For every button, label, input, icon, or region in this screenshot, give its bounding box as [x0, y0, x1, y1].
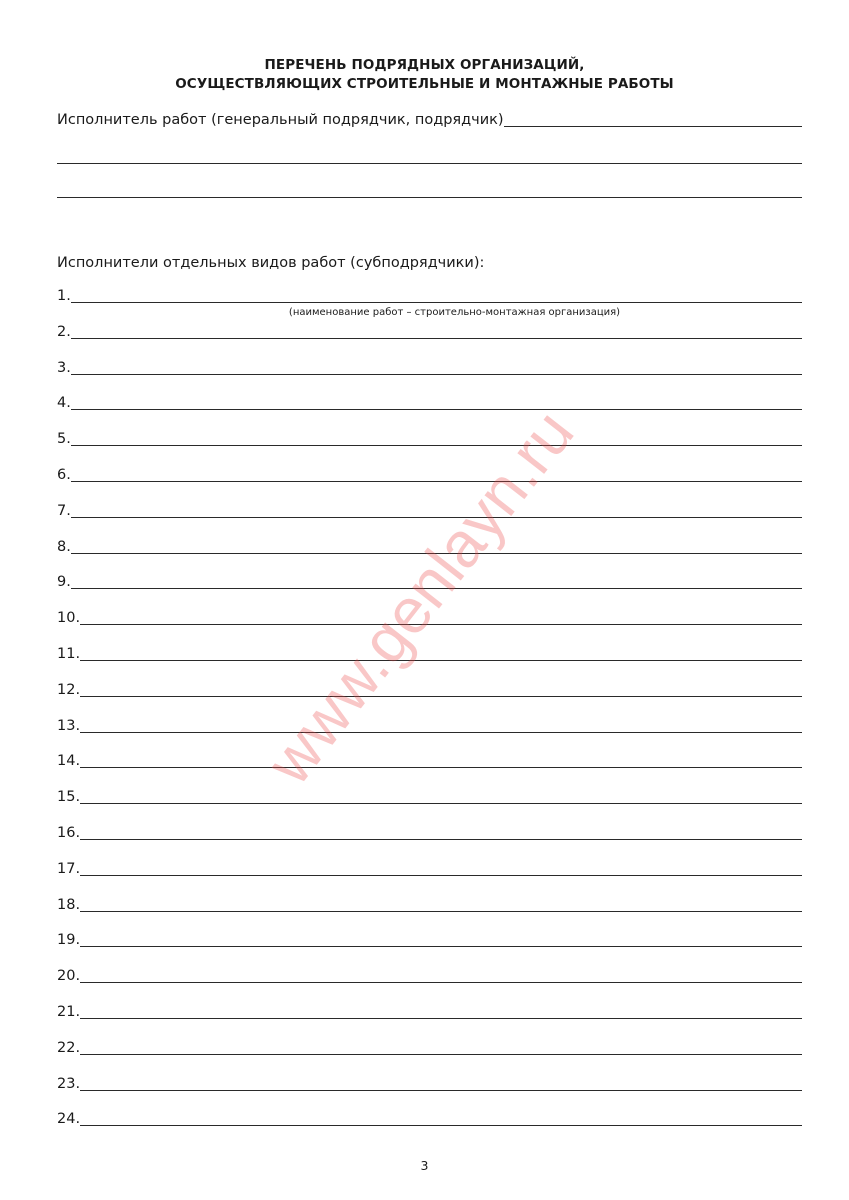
entry-number: 12. — [57, 681, 81, 698]
entry-blank-line[interactable] — [80, 1110, 802, 1126]
entry-blank-line[interactable] — [71, 538, 802, 554]
subcontractor-entry[interactable] — [57, 609, 802, 628]
entry-blank-line[interactable] — [71, 394, 802, 410]
subcontractor-entry[interactable] — [57, 1003, 802, 1022]
entry-number: 6. — [57, 467, 71, 483]
entry-number: 16. — [57, 825, 81, 841]
entry-blank-line[interactable] — [80, 1003, 802, 1019]
subcontractors-heading: Исполнители отдельных видов работ (субподрядчики): — [57, 255, 485, 271]
entry-blank-line[interactable] — [80, 681, 802, 697]
entry-blank-line[interactable] — [80, 717, 802, 733]
entry-number: 17. — [57, 860, 81, 877]
entry-blank-line[interactable] — [80, 1075, 802, 1091]
entry-number: 18. — [57, 896, 81, 913]
subcontractor-entry[interactable] — [57, 1075, 802, 1094]
entry-number: 9. — [57, 574, 71, 591]
subcontractor-entry[interactable] — [57, 752, 802, 771]
subcontractor-entry[interactable] — [57, 538, 802, 557]
contractor-blank-line-3[interactable] — [57, 197, 802, 198]
entry-blank-line[interactable] — [80, 860, 802, 876]
page-title — [0, 56, 849, 94]
entry-number: 13. — [57, 717, 81, 734]
entry-blank-line[interactable] — [80, 1039, 802, 1055]
subcontractor-entry[interactable] — [57, 1110, 802, 1129]
watermark: www.genlayn.ru — [252, 396, 588, 798]
subcontractor-entry[interactable] — [57, 466, 802, 485]
entry-blank-line[interactable] — [71, 430, 802, 446]
subcontractor-entry[interactable] — [57, 287, 802, 306]
entry-blank-line[interactable] — [80, 824, 802, 840]
subcontractor-entry[interactable] — [57, 896, 802, 915]
entry-number: 2. — [57, 323, 71, 340]
contractor-blank-line-2[interactable] — [57, 163, 802, 164]
entry-blank-line[interactable] — [71, 502, 802, 518]
subcontractor-entry[interactable] — [57, 717, 802, 736]
contractor-field[interactable] — [57, 111, 802, 130]
entry-hint: (наименование работ – строительно-монтажная организация) — [288, 307, 621, 318]
contractor-label: Исполнитель работ (генеральный подрядчик, подрядчик) — [57, 112, 504, 128]
subcontractor-entry[interactable] — [57, 359, 802, 378]
entry-blank-line[interactable] — [80, 967, 802, 983]
entry-number: 14. — [57, 753, 81, 770]
entry-number: 23. — [57, 1075, 81, 1092]
entry-number: 21. — [57, 1004, 81, 1020]
subcontractor-entry[interactable] — [57, 860, 802, 879]
entry-blank-line[interactable] — [80, 896, 802, 912]
entry-blank-line[interactable] — [80, 788, 802, 804]
entry-number: 19. — [57, 932, 81, 949]
subcontractor-entry[interactable] — [57, 645, 802, 664]
entry-number: 24. — [57, 1111, 81, 1128]
entry-blank-line[interactable] — [71, 323, 802, 339]
subcontractor-entry[interactable] — [57, 788, 802, 807]
entry-number: 15. — [57, 789, 81, 806]
subcontractor-entry[interactable] — [57, 967, 802, 986]
subcontractor-entry[interactable] — [57, 394, 802, 413]
entry-number: 20. — [57, 968, 81, 985]
subcontractor-entry[interactable] — [57, 323, 802, 342]
entry-number: 8. — [57, 538, 71, 555]
subcontractor-entry[interactable] — [57, 573, 802, 592]
subcontractor-entry[interactable] — [57, 824, 802, 843]
entry-blank-line[interactable] — [71, 466, 802, 482]
entry-blank-line[interactable] — [71, 573, 802, 589]
subcontractor-entry[interactable] — [57, 1039, 802, 1058]
entry-number: 3. — [57, 359, 71, 376]
subcontractor-entry[interactable] — [57, 681, 802, 700]
entry-number: 7. — [57, 502, 71, 519]
subcontractor-entry[interactable] — [57, 931, 802, 950]
entry-number: 10. — [57, 610, 81, 627]
entry-blank-line[interactable] — [80, 931, 802, 947]
entry-blank-line[interactable] — [80, 645, 802, 661]
title-line-2: ОСУЩЕСТВЛЯЮЩИХ СТРОИТЕЛЬНЫЕ И МОНТАЖНЫЕ РАБОТЫ — [175, 76, 674, 92]
entry-blank-line[interactable] — [71, 359, 802, 375]
entry-blank-line[interactable] — [80, 752, 802, 768]
entry-number: 11. — [57, 646, 81, 662]
entry-number: 4. — [57, 395, 71, 412]
title-line-1: ПЕРЕЧЕНЬ ПОДРЯДНЫХ ОРГАНИЗАЦИЙ, — [264, 57, 585, 73]
entry-blank-line[interactable] — [80, 609, 802, 625]
entry-number: 5. — [57, 431, 71, 448]
subcontractor-entry[interactable] — [57, 430, 802, 449]
contractor-blank[interactable] — [504, 111, 802, 127]
entry-blank-line[interactable] — [71, 287, 802, 303]
entry-number: 1. — [57, 288, 71, 304]
page-number: 3 — [420, 1158, 429, 1173]
entry-number: 22. — [57, 1039, 81, 1056]
subcontractor-entry[interactable] — [57, 502, 802, 521]
